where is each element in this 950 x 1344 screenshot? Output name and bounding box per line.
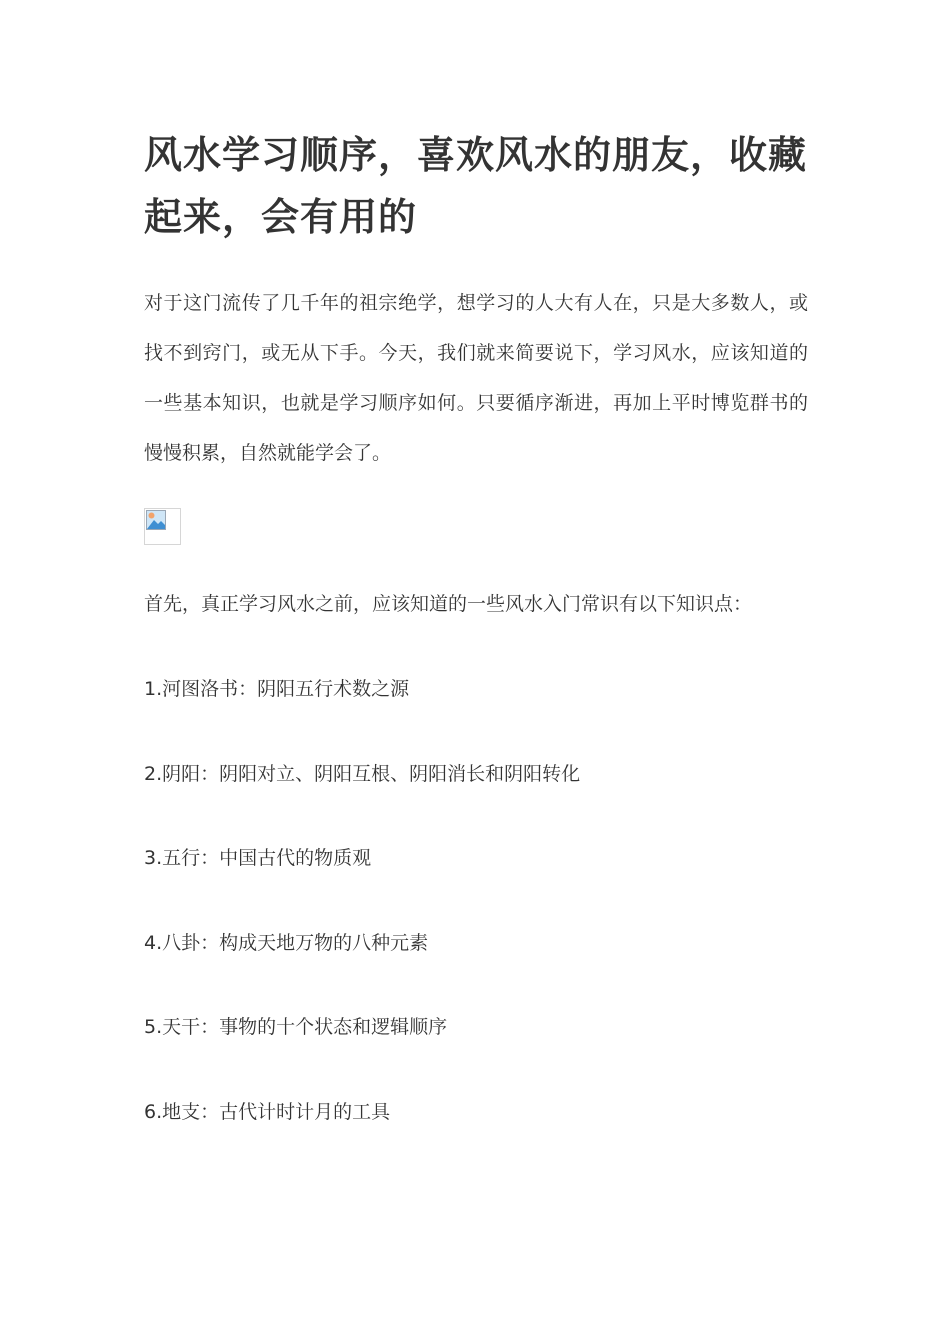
list-item: 2.阴阳：阴阳对立、阴阳互根、阴阳消长和阴阳转化 — [144, 762, 581, 785]
list-item: 5.天干：事物的十个状态和逻辑顺序 — [144, 1016, 448, 1039]
broken-image-icon — [146, 510, 166, 530]
list-item: 3.五行：中国古代的物质观 — [144, 847, 372, 870]
intro-paragraph: 对于这门流传了几千年的祖宗绝学，想学习的人大有人在，只是大多数人，或找不到窍门，或无从下手。今天，我们就来简要说下，学习风水，应该知道的一些基本知识，也就是学习顺序如何。只要循序渐进，再加上平时博览群书的慢慢积累，自然就能学会了。 — [144, 292, 808, 464]
article-title: 风水学习顺序，喜欢风水的朋友，收藏起来，会有用的 — [144, 133, 808, 239]
article — [144, 124, 808, 1182]
article-image — [144, 508, 181, 545]
list-item: 4.八卦：构成天地万物的八种元素 — [144, 931, 429, 954]
knowledge-points-list — [144, 674, 808, 1127]
lead-paragraph: 首先，真正学习风水之前，应该知道的一些风水入门常识有以下知识点： — [144, 593, 753, 615]
list-item: 1.河图洛书：阴阳五行术数之源 — [144, 678, 410, 700]
list-item: 6.地支：古代计时计月的工具 — [144, 1100, 391, 1123]
